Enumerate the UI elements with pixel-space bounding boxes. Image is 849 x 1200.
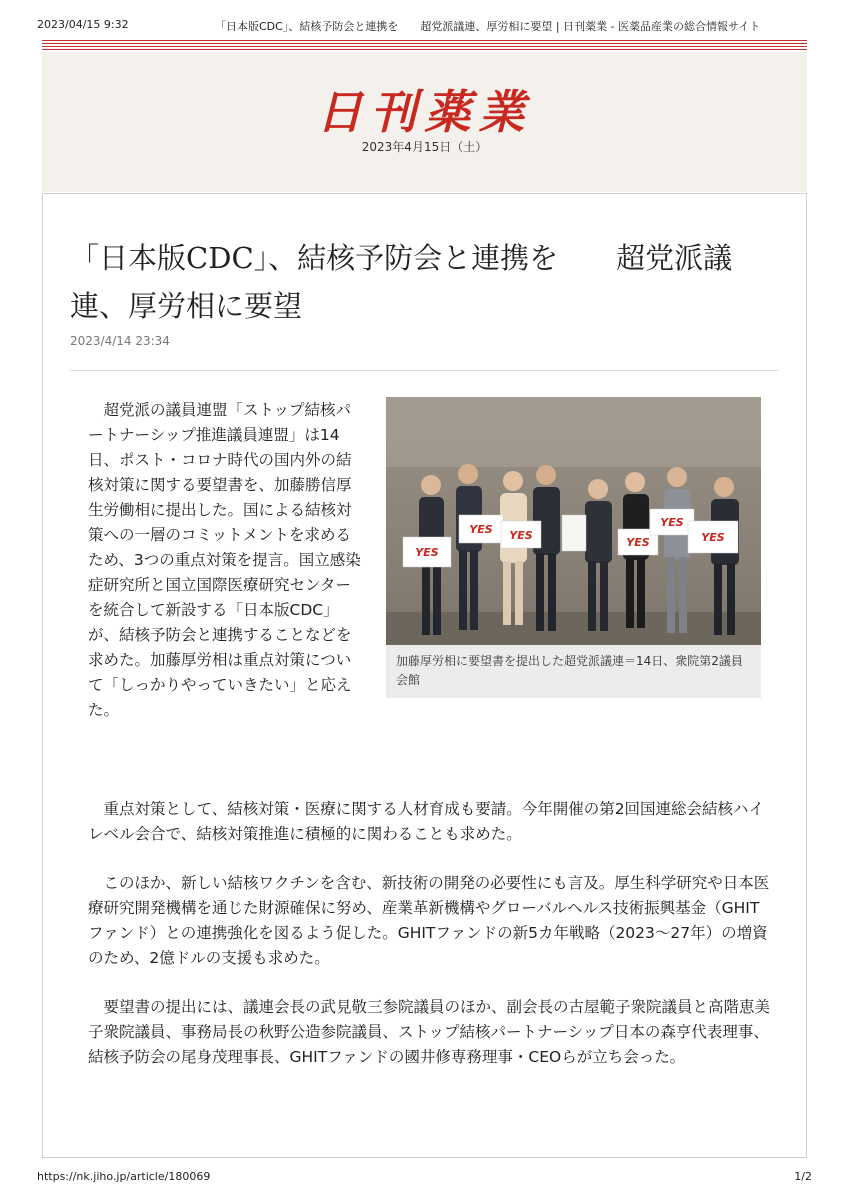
article-paragraph-1: 超党派の議員連盟「ストップ結核パートナーシップ推進議員連盟」は14日、ポスト・コロナ時代の国内外の結核対策に関する要望書を、加藤勝信厚生労働相に提出した。国による結核対策への一層のコミットメントを求めるため、3つの重点対策を提言。国立感染症研究所と国立国際医療研究センターを統合して新設する「日本版CDC」が、結核予防会と連携することなどを求めた。加藤厚労相は重点対策について「しっかりやっていきたい」と応えた。 <box>88 401 361 719</box>
print-url[interactable]: https://nk.jiho.jp/article/180069 <box>37 1170 211 1183</box>
article-photo-figure <box>386 397 761 698</box>
page-number: 1/2 <box>794 1170 812 1183</box>
header-stripes <box>42 40 807 52</box>
svg-text:YES: YES <box>660 516 684 529</box>
print-header <box>37 18 812 34</box>
article-container <box>42 193 807 1158</box>
article-paragraph-2: 重点対策として、結核対策・医療に関する人材育成も要請。今年開催の第2回国連総会結核ハイレベル会合で、結核対策推進に積極的に関わることも求めた。 <box>88 800 765 843</box>
svg-text:YES: YES <box>415 546 439 559</box>
article-photo <box>386 397 761 645</box>
article-timestamp: 2023/4/14 23:34 <box>70 334 170 348</box>
print-date: 2023/04/15 9:32 <box>37 18 129 31</box>
svg-text:YES: YES <box>626 536 650 549</box>
photo-caption: 加藤厚労相に要望書を提出した超党派議連＝14日、衆院第2議員会館 <box>396 654 743 687</box>
divider <box>70 370 779 371</box>
masthead <box>42 52 807 192</box>
site-logo[interactable]: 日刊薬業 <box>316 85 533 139</box>
article-paragraph-4: 要望書の提出には、議連会長の武見敬三参院議員のほか、副会長の古屋範子衆院議員と高階恵美子衆院議員、事務局長の秋野公造参院議員、ストップ結核パートナーシップ日本の森亨代表理事、結核予防会の尾身茂理事長、GHITファンドの國井修専務理事・CEOらが立ち会った。 <box>88 998 771 1066</box>
svg-text:YES: YES <box>469 523 493 536</box>
issue-date: 2023年4月15日（土） <box>361 140 488 154</box>
print-page-title: 「日本版CDC」、結核予防会と連携を 超党派議連、厚労相に要望 | 日刊薬業 - 医薬品産業の総合情報サイト <box>215 20 761 33</box>
svg-text:YES: YES <box>509 529 533 542</box>
svg-text:YES: YES <box>701 531 725 544</box>
article-headline: 「日本版CDC」、結核予防会と連携を 超党派議連、厚労相に要望 <box>70 241 733 323</box>
article-paragraph-3: このほか、新しい結核ワクチンを含む、新技術の開発の必要性にも言及。厚生科学研究や日本医療研究開発機構を通じた財源確保に努め、産業革新機構やグローバルヘルス技術振興基金（GHITファンド）との連携強化を図るよう促した。GHITファンドの新5カ年戦略（2023～27年）の増資のため、2億ドルの支援も求めた。 <box>88 874 770 967</box>
print-footer <box>37 1170 812 1186</box>
